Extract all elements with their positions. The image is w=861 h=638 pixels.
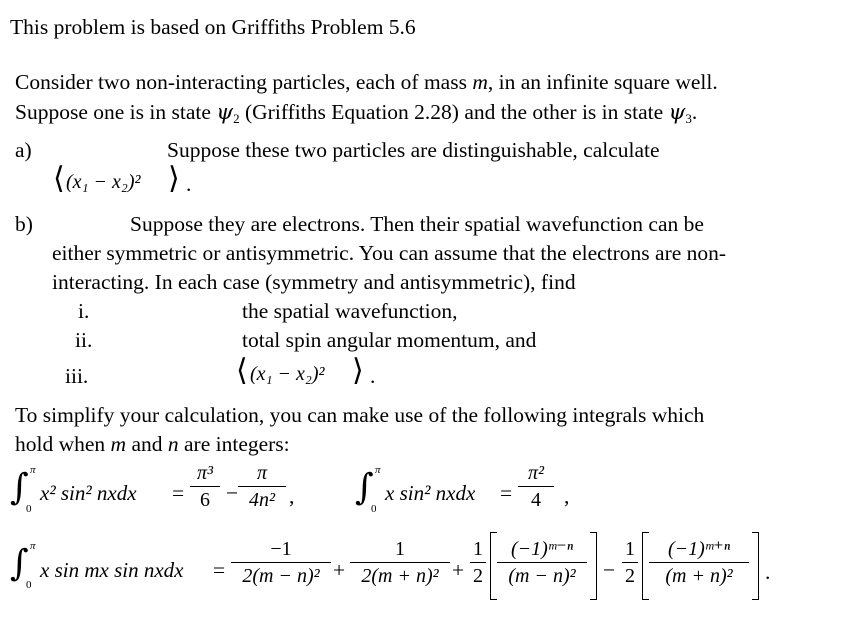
hint-line-2: hold when m and n are integers: bbox=[15, 432, 290, 456]
integral-1-comma: , bbox=[289, 484, 295, 508]
integral-3-term-3: (−1)ᵐ⁻ⁿ (m − n)² bbox=[497, 538, 587, 587]
integral-2-upper: π bbox=[375, 464, 381, 476]
part-a-angle-right: ⟩ bbox=[168, 162, 180, 195]
part-b-label: b) bbox=[15, 212, 33, 236]
part-b-item-3-angle-right: ⟩ bbox=[352, 354, 364, 387]
integral-3-minus: − bbox=[603, 558, 616, 582]
part-b-item-3-expectation: (x₁ − x₂)² bbox=[250, 363, 325, 385]
integral-3-term-3-coef: 1 2 bbox=[470, 538, 486, 587]
part-b-line-1: Suppose they are electrons. Then their spatial wavefunction can be bbox=[130, 212, 704, 236]
integral-3-term-4: (−1)ᵐ⁺ⁿ (m + n)² bbox=[649, 538, 749, 587]
integral-2-sign: ∫ bbox=[355, 467, 374, 508]
part-a-period: . bbox=[186, 172, 192, 196]
integral-2-lower: 0 bbox=[371, 503, 377, 515]
integral-3-term-4-coef: 1 2 bbox=[622, 538, 638, 587]
integral-3-period: . bbox=[765, 560, 771, 584]
integral-1-minus: − bbox=[226, 481, 239, 505]
part-b-item-3-angle-left: ⟨ bbox=[236, 354, 248, 387]
integral-1-equals: = bbox=[172, 481, 185, 505]
part-b-item-3-period: . bbox=[370, 364, 376, 388]
part-b-line-2: either symmetric or antisymmetric. You can assume that the electrons are non- bbox=[52, 241, 727, 265]
integral-1-lower: 0 bbox=[26, 503, 32, 515]
integral-1-term-1: π³ 6 bbox=[190, 462, 220, 511]
integral-3-sign: ∫ bbox=[10, 543, 29, 584]
integral-3-integrand: x sin mx sin nxdx bbox=[40, 558, 184, 582]
part-a-text: Suppose these two particles are distinguishable, calculate bbox=[167, 138, 660, 162]
header-title: This problem is based on Griffiths Problem 5.6 bbox=[10, 15, 416, 39]
integral-3-plus-2: + bbox=[452, 558, 465, 582]
integral-3-term-1: −1 2(m − n)² bbox=[231, 538, 331, 587]
hint-line-1: To simplify your calculation, you can make use of the following integrals which bbox=[15, 403, 705, 427]
part-b-item-2-num: ii. bbox=[75, 328, 93, 352]
integral-3-term-2: 1 2(m + n)² bbox=[350, 538, 450, 587]
part-b-line-3: interacting. In each case (symmetry and antisymmetric), find bbox=[52, 270, 576, 294]
intro-line-2: Suppose one is in state $\psi_2$ (Griffiths Equation 2.28) and the other is in state $\psi_3$. bbox=[15, 100, 698, 126]
part-a-angle-left: ⟨ bbox=[53, 162, 65, 195]
integral-3-upper: π bbox=[30, 540, 36, 552]
part-a-label: a) bbox=[15, 138, 32, 162]
part-a-expectation: (x₁ − x₂)² bbox=[66, 171, 141, 193]
integral-2-comma: , bbox=[564, 484, 570, 508]
integral-1-integrand: x² sin² nxdx bbox=[40, 481, 137, 505]
part-b-item-1-text: the spatial wavefunction, bbox=[242, 299, 458, 323]
integral-3-term-4-bracket-left bbox=[642, 532, 649, 600]
integral-3-term-3-bracket-right bbox=[590, 532, 597, 600]
intro-line-1: Consider two non-interacting particles, each of mass m, in an infinite square well. bbox=[15, 70, 718, 94]
integral-1-term-2: π 4n² bbox=[238, 462, 286, 511]
integral-1-sign: ∫ bbox=[10, 467, 29, 508]
integral-3-term-4-bracket-right bbox=[752, 532, 759, 600]
integral-1-upper: π bbox=[30, 464, 36, 476]
part-b-item-3-num: iii. bbox=[65, 364, 89, 388]
integral-2-term: π² 4 bbox=[518, 462, 554, 511]
integral-3-lower: 0 bbox=[26, 579, 32, 591]
integral-3-plus-1: + bbox=[333, 558, 346, 582]
integral-2-equals: = bbox=[500, 481, 513, 505]
part-b-item-2-text: total spin angular momentum, and bbox=[242, 328, 537, 352]
integral-3-equals: = bbox=[213, 558, 226, 582]
part-b-item-1-num: i. bbox=[78, 299, 90, 323]
integral-2-integrand: x sin² nxdx bbox=[385, 481, 476, 505]
integral-3-term-3-bracket-left bbox=[490, 532, 497, 600]
